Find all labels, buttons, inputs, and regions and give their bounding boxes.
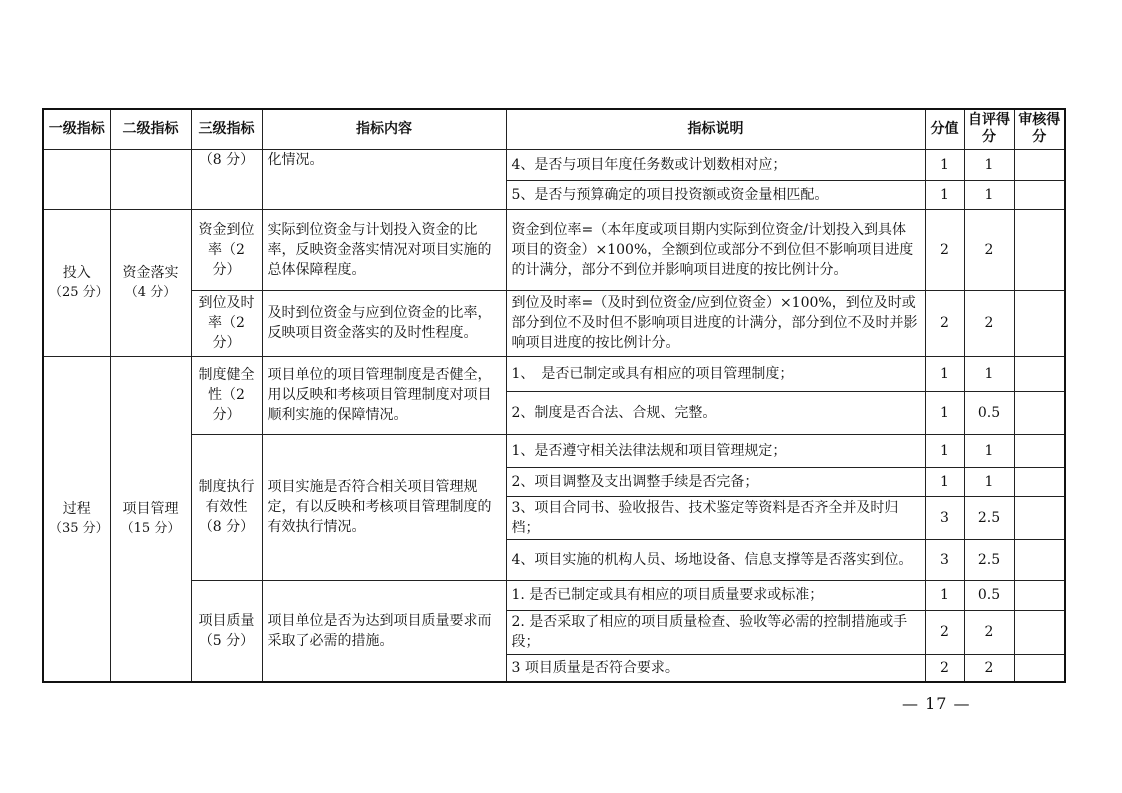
content-cell: 项目单位是否为达到项目质量要求而采取了必需的措施。 <box>262 580 506 682</box>
level3-cell: 制度健全性（2 分） <box>191 356 262 434</box>
level2-points: （15 分） <box>120 520 181 536</box>
header-content: 指标内容 <box>262 109 506 149</box>
review-score-cell <box>1014 539 1065 580</box>
level1-cell-empty <box>43 149 110 209</box>
header-self-score: 自评得分 <box>964 109 1014 149</box>
review-score-cell <box>1014 610 1065 654</box>
level1-label: 过程 <box>62 500 91 517</box>
self-score-cell: 1 <box>964 149 1014 180</box>
explanation-cell: 4、项目实施的机构人员、场地设备、信息支撑等是否落实到位。 <box>506 539 925 580</box>
level2-label: 资金落实 <box>122 264 179 281</box>
table-row <box>43 356 1065 391</box>
level2-cell-empty <box>110 149 191 209</box>
content-cell: 项目单位的项目管理制度是否健全，用以反映和考核项目管理制度对项目顺利实施的保障情况。 <box>262 356 506 434</box>
self-score-cell: 2.5 <box>964 496 1014 539</box>
self-score-cell: 1 <box>964 180 1014 209</box>
level3-cell: 资金到位率（2 分） <box>191 209 262 290</box>
explanation-cell: 5、是否与预算确定的项目投资额或资金量相匹配。 <box>506 180 925 209</box>
self-score-cell: 2 <box>964 610 1014 654</box>
explanation-cell: 1. 是否已制定或具有相应的项目质量要求或标准； <box>506 580 925 610</box>
score-cell: 2 <box>925 209 964 290</box>
review-score-cell <box>1014 467 1065 496</box>
score-cell: 2 <box>925 290 964 356</box>
score-cell: 3 <box>925 496 964 539</box>
content-cell: 实际到位资金与计划投入资金的比率，反映资金落实情况对项目实施的总体保障程度。 <box>262 209 506 290</box>
header-score: 分值 <box>925 109 964 149</box>
header-level2: 二级指标 <box>110 109 191 149</box>
explanation-cell: 2、项目调整及支出调整手续是否完备； <box>506 467 925 496</box>
review-score-cell <box>1014 149 1065 180</box>
score-cell: 1 <box>925 391 964 434</box>
level3-cell: 到位及时率（2 分） <box>191 290 262 356</box>
explanation-cell: 2、制度是否合法、合规、完整。 <box>506 391 925 434</box>
content-cell: 及时到位资金与应到位资金的比率，反映项目资金落实的及时性程度。 <box>262 290 506 356</box>
page-number: — 17 — <box>902 694 971 713</box>
table-row <box>43 149 1065 180</box>
level3-cell: （8 分） <box>191 149 262 209</box>
self-score-cell: 2 <box>964 290 1014 356</box>
table-row <box>43 580 1065 610</box>
explanation-cell: 到位及时率=（及时到位资金/应到位资金）×100%，到位及时或部分到位不及时但不影响项目进度的计满分，部分到位不及时并影响项目进度的按比例计分。 <box>506 290 925 356</box>
content-cell: 化情况。 <box>262 149 506 209</box>
review-score-cell <box>1014 434 1065 467</box>
self-score-cell: 2 <box>964 209 1014 290</box>
level3-cell: 制度执行有效性（8 分） <box>191 434 262 580</box>
explanation-cell: 1、 是否已制定或具有相应的项目管理制度； <box>506 356 925 391</box>
header-level1: 一级指标 <box>43 109 110 149</box>
evaluation-table <box>42 108 1066 683</box>
level1-points: （35 分） <box>49 520 109 536</box>
level1-cell <box>43 356 110 682</box>
self-score-cell: 2.5 <box>964 539 1014 580</box>
review-score-cell <box>1014 290 1065 356</box>
score-cell: 2 <box>925 654 964 682</box>
level1-points: （25 分） <box>49 284 109 300</box>
level2-cell <box>110 356 191 682</box>
self-score-cell: 1 <box>964 356 1014 391</box>
explanation-cell: 2. 是否采取了相应的项目质量检查、验收等必需的控制措施或手段； <box>506 610 925 654</box>
table-row <box>43 290 1065 356</box>
explanation-cell: 3 项目质量是否符合要求。 <box>506 654 925 682</box>
score-cell: 1 <box>925 434 964 467</box>
header-review-score: 审核得分 <box>1014 109 1065 149</box>
score-cell: 2 <box>925 610 964 654</box>
self-score-cell: 1 <box>964 434 1014 467</box>
review-score-cell <box>1014 391 1065 434</box>
explanation-cell: 4、是否与项目年度任务数或计划数相对应； <box>506 149 925 180</box>
self-score-cell: 2 <box>964 654 1014 682</box>
explanation-cell: 资金到位率=（本年度或项目期内实际到位资金/计划投入到具体项目的资金）×100%，全额到位或部分不到位但不影响项目进度的计满分，部分不到位并影响项目进度的按比例计分。 <box>506 209 925 290</box>
self-score-cell: 0.5 <box>964 391 1014 434</box>
score-cell: 1 <box>925 467 964 496</box>
score-cell: 1 <box>925 580 964 610</box>
review-score-cell <box>1014 580 1065 610</box>
level2-label: 项目管理 <box>122 500 179 517</box>
table-row <box>43 209 1065 290</box>
review-score-cell <box>1014 180 1065 209</box>
table-row <box>43 434 1065 467</box>
level2-cell <box>110 209 191 356</box>
level1-label: 投入 <box>62 264 91 281</box>
score-cell: 1 <box>925 149 964 180</box>
explanation-cell: 1、是否遵守相关法律法规和项目管理规定； <box>506 434 925 467</box>
score-cell: 1 <box>925 180 964 209</box>
level1-cell <box>43 209 110 356</box>
level3-cell: 项目质量（5 分） <box>191 580 262 682</box>
level2-points: （4 分） <box>124 284 177 300</box>
content-cell: 项目实施是否符合相关项目管理规定，有以反映和考核项目管理制度的有效执行情况。 <box>262 434 506 580</box>
self-score-cell: 0.5 <box>964 580 1014 610</box>
explanation-cell: 3、项目合同书、验收报告、技术鉴定等资料是否齐全并及时归档； <box>506 496 925 539</box>
header-level3: 三级指标 <box>191 109 262 149</box>
review-score-cell <box>1014 654 1065 682</box>
score-cell: 3 <box>925 539 964 580</box>
review-score-cell <box>1014 356 1065 391</box>
self-score-cell: 1 <box>964 467 1014 496</box>
review-score-cell <box>1014 209 1065 290</box>
review-score-cell <box>1014 496 1065 539</box>
header-row <box>43 109 1065 149</box>
score-cell: 1 <box>925 356 964 391</box>
header-explanation: 指标说明 <box>506 109 925 149</box>
